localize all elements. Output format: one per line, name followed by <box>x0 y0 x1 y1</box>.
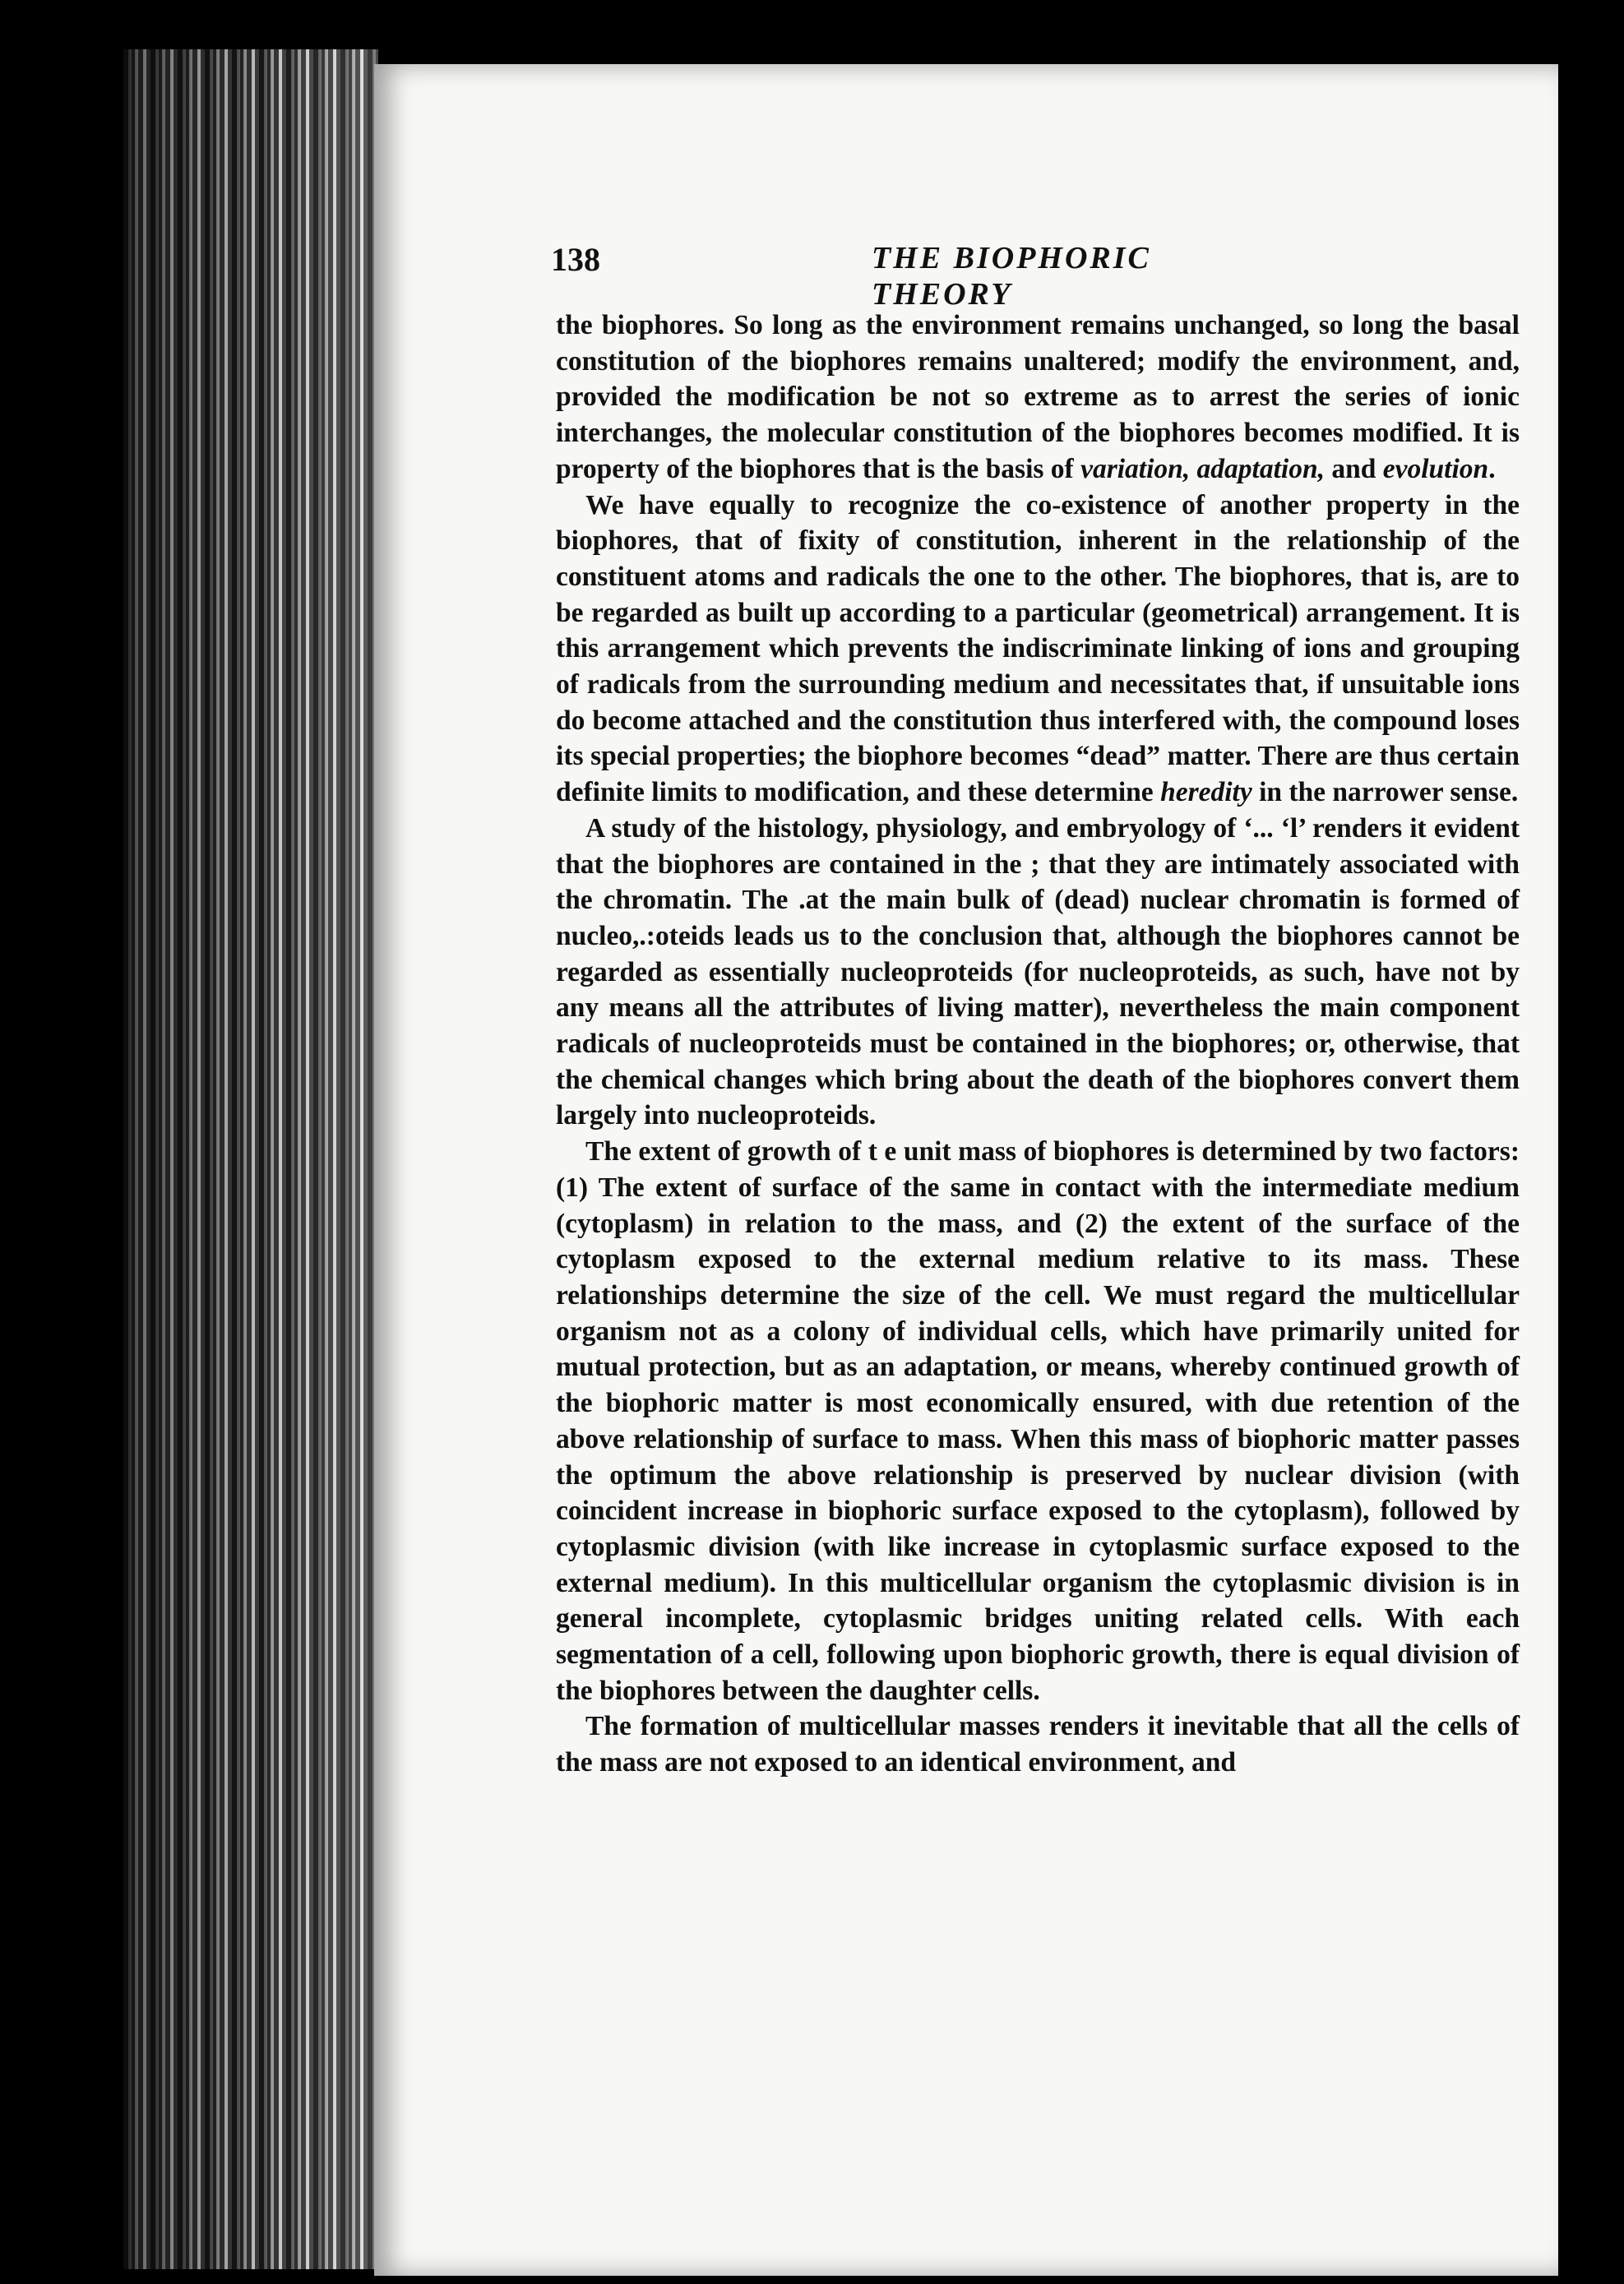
running-head: THE BIOPHORIC THEORY <box>872 241 1151 312</box>
book-page-edges <box>123 49 378 2269</box>
page-number: 138 <box>551 241 600 278</box>
paragraph-5: The formation of multicellular masses renders it inevitable that all the cells of the mass are not exposed to an identical environment, and <box>556 1711 1520 1778</box>
body-text <box>556 307 1520 1781</box>
paragraph-2: We have equally to recognize the co-existence of another property in the biophores, that of fixity of constitution, inherent in the relationship of the constituent atoms and radicals the one to the other. The biophores, that is, are to be regarded as built up according to a particular (geometrical) arrangement. It is this arrangement which prevents the indiscriminate linking of ions and grouping of radicals from the surrounding medium and necessitates that, if unsuitable ions do become attached and the constitution thus interfered with, the compound loses its special properties; the biophore becomes “dead” matter. There are thus certain definite limits to modification, and these determine heredity in the narrower sense. <box>556 489 1520 808</box>
page-header <box>551 240 1275 312</box>
paragraph-3: A study of the histology, physiology, and embryology of ‘... ‘l’ renders it evident that the biophores are contained in the ; that they are intimately associated with the chromatin. The .at the main bulk of (dead) nuclear chromatin is formed of nucleo,.:oteids leads us to the conclusion that, although the biophores cannot be regarded as essentially nucleoproteids (for nucleoproteids, as such, have not by any means all the attributes of living matter), nevertheless the main component radicals of nucleoproteids must be contained in the biophores; or, otherwise, that the chemical changes which bring about the death of the biophores convert them largely into nucleoproteids. <box>556 812 1520 1131</box>
italic-term: heredity <box>1160 777 1252 808</box>
paragraph-4: The extent of growth of t e unit mass of biophores is determined by two factors: (1) The extent of surface of the same in contact with the intermediate medium (cytoplasm) in relation to the mass, and (2) the extent of the surface of the cytoplasm exposed to the external medium relative to its mass. These relationships determine the size of the cell. We must regard the multicellular organism not as a colony of individual cells, which have primarily united for mutual protection, but as an adaptation, or means, whereby continued growth of the biophoric matter is most economically ensured, with due retention of the above relationship of surface to mass. When this mass of biophoric matter passes the optimum the above relationship is preserved by nuclear division (with coincident increase in biophoric surface exposed to the cytoplasm), followed by cytoplasmic division (with like increase in cytoplasmic surface exposed to the external medium). In this multicellular organism the cytoplasmic division is in general incomplete, cytoplasmic bridges uniting related cells. With each segmentation of a cell, following upon biophoric growth, there is equal division of the biophores between the daughter cells. <box>556 1136 1520 1706</box>
italic-term: evolution <box>1382 453 1489 484</box>
italic-term: variation, adaptation, <box>1080 453 1325 484</box>
paragraph-1: the biophores. So long as the environment remains unchanged, so long the basal constitution of the biophores remains unaltered; modify the environment, and, provided the modification be not so extreme as to arrest the series of ionic interchanges, the molecular constitution of the biophores becomes modified. It is property of the biophores that is the basis of variation, adaptation, and evolution. <box>556 310 1520 484</box>
